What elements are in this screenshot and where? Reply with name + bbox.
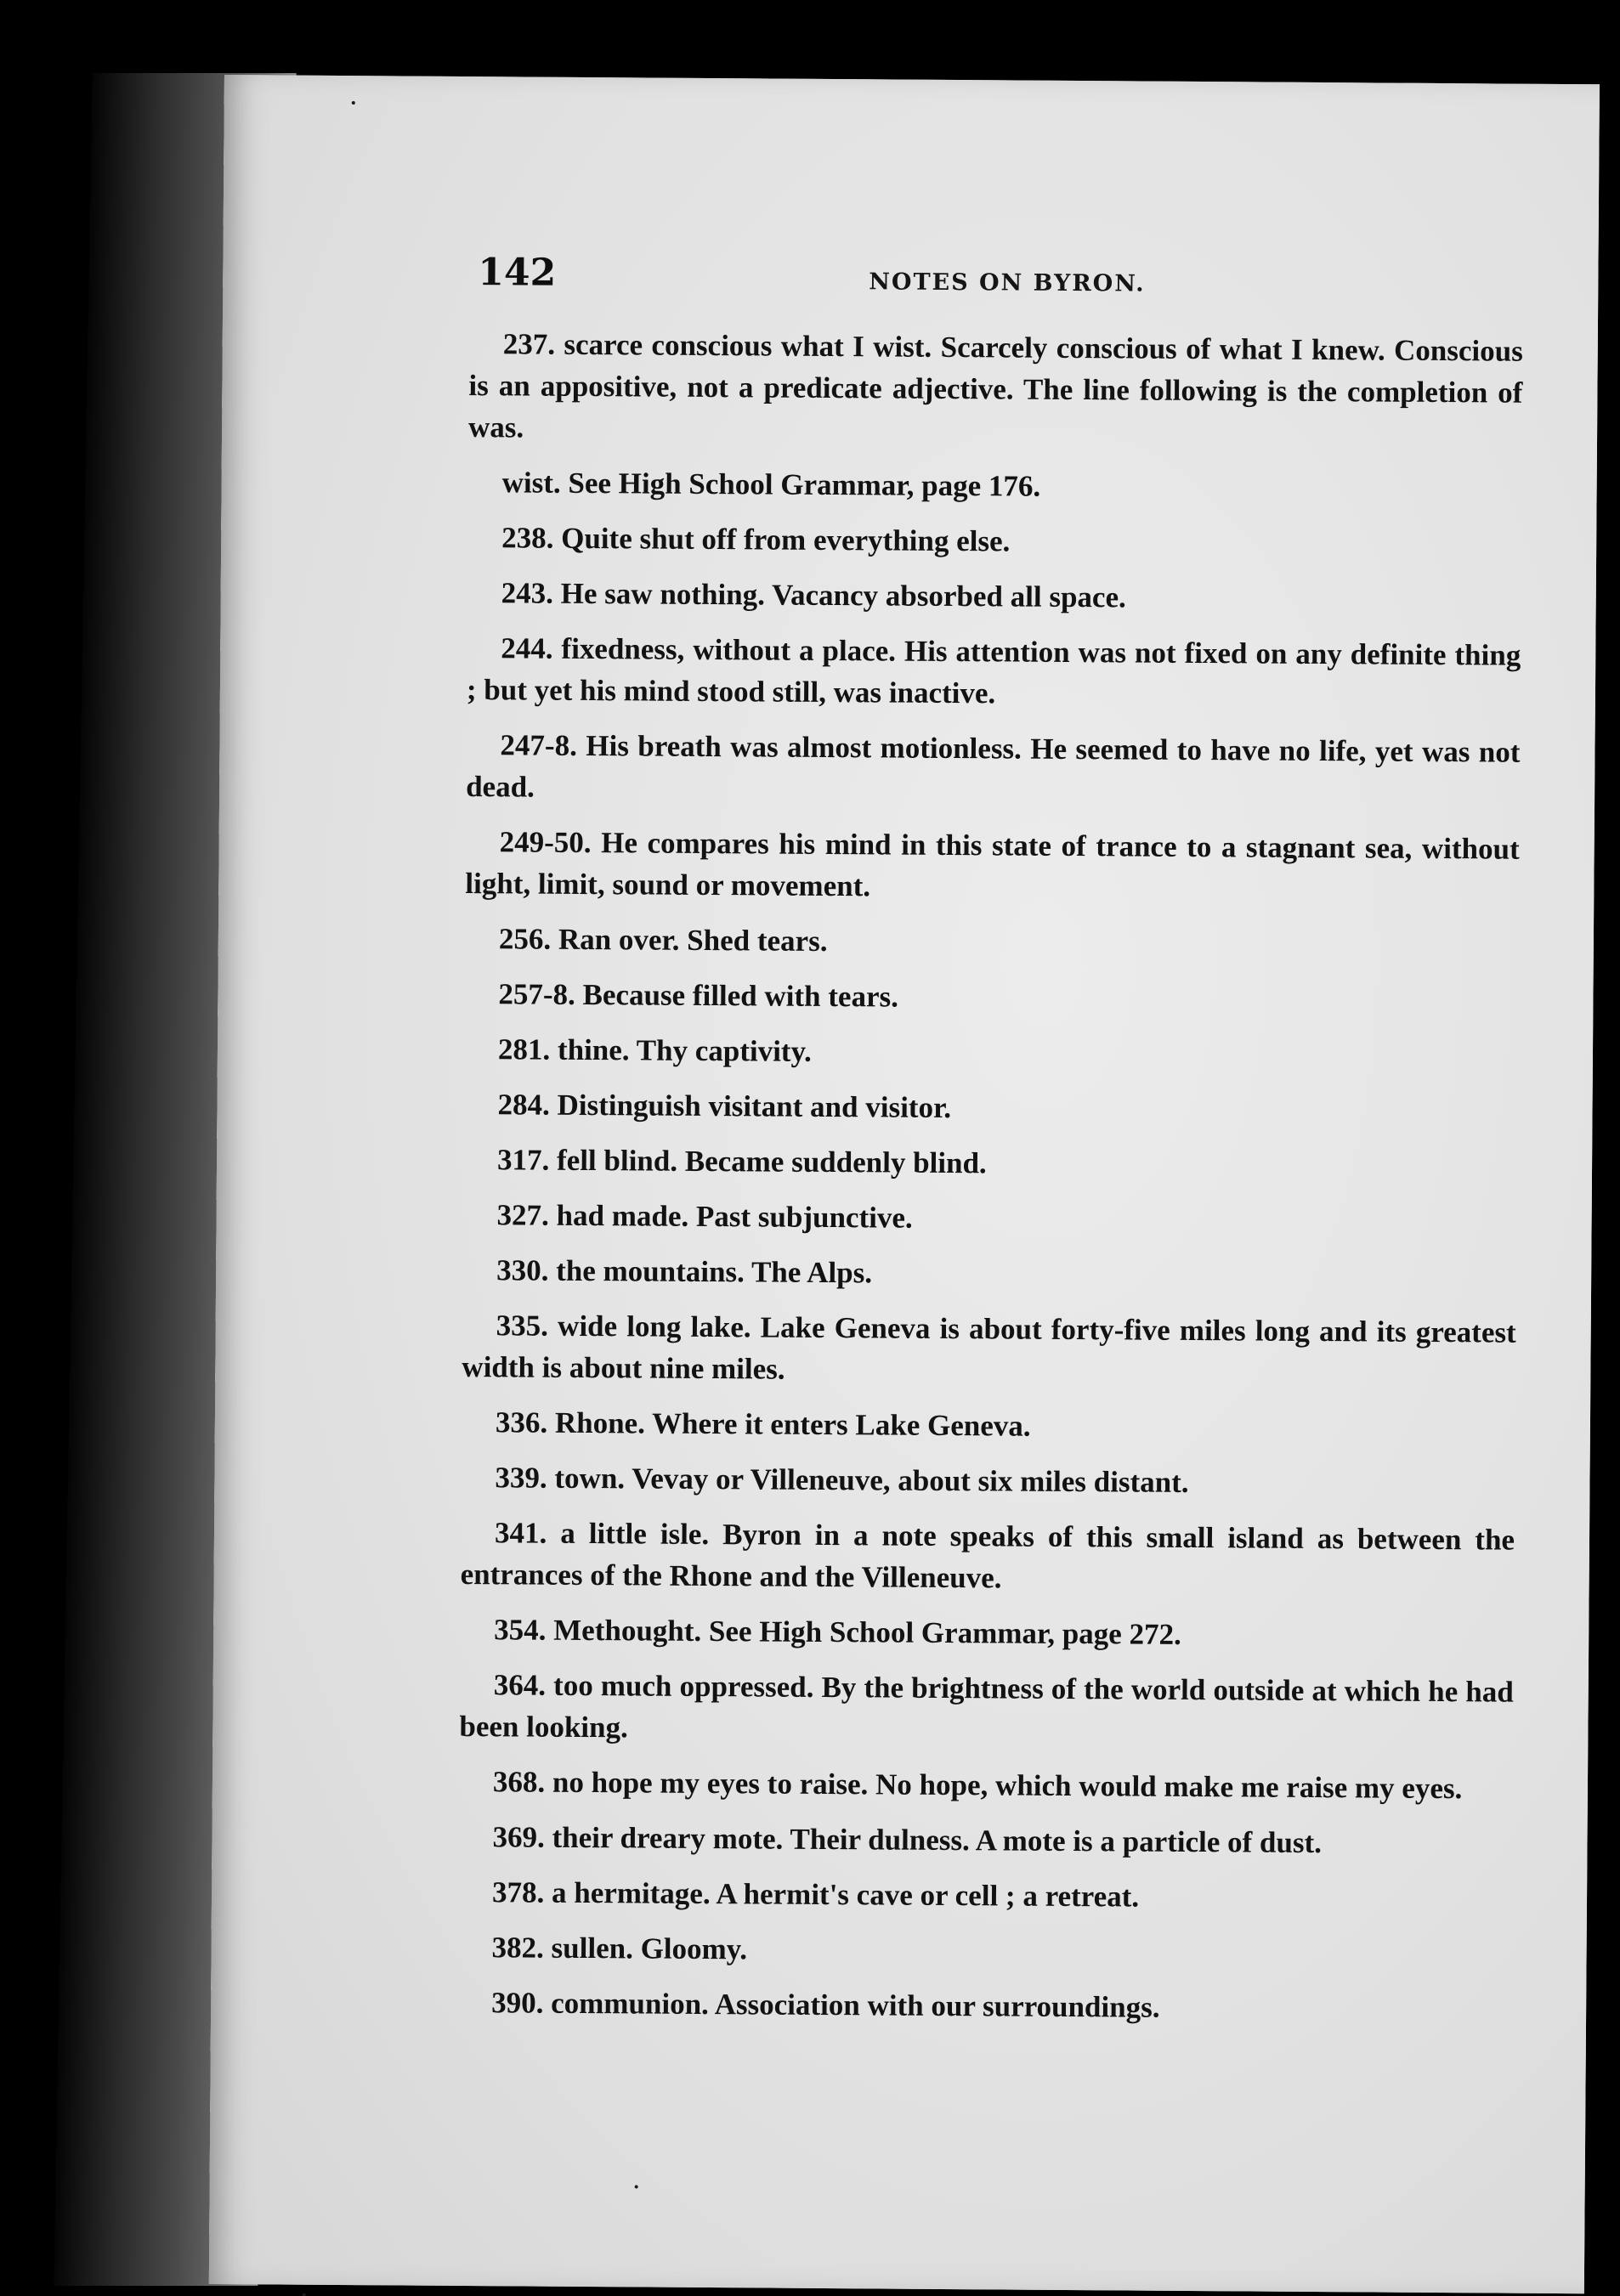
scan-speck — [635, 2185, 638, 2188]
glossed-term: town. — [554, 1461, 626, 1496]
note-entry — [467, 572, 1521, 621]
note-entry — [460, 1609, 1514, 1658]
note-entry — [464, 1028, 1518, 1077]
note-text: Past subjunctive. — [695, 1199, 913, 1235]
note-text: Gloomy. — [640, 1931, 748, 1966]
note-entry — [463, 1083, 1517, 1133]
line-number: 243. — [501, 576, 554, 610]
glossed-term: Ran over. — [558, 922, 680, 957]
line-number: wist. — [501, 466, 561, 500]
glossed-term: had made. — [556, 1198, 689, 1233]
line-number: 335. — [496, 1309, 549, 1343]
glossed-term: wide long lake. — [558, 1309, 751, 1344]
line-number: 382. — [491, 1931, 545, 1965]
note-entry — [466, 724, 1521, 815]
glossed-term: Methought. — [553, 1613, 702, 1648]
glossed-term: too much oppressed. — [552, 1668, 814, 1704]
scan-speck — [352, 101, 355, 105]
line-number: 336. — [495, 1405, 548, 1439]
note-text: No hope, which would make me raise my eyes. — [875, 1767, 1463, 1806]
line-number: 284. — [497, 1088, 550, 1122]
page-sheet — [209, 75, 1600, 2293]
note-text: His breath was almost motionless. He seemed to have no life, yet was not dead. — [466, 728, 1521, 804]
line-number: 249-50. — [499, 825, 592, 860]
note-text: Where it enters Lake Geneva. — [651, 1406, 1031, 1443]
note-text: Lake Geneva is about forty-five miles long and its greatest width is about nine miles. — [462, 1310, 1516, 1386]
note-entry — [467, 627, 1521, 718]
note-text: Byron in a note speaks of this small island as between the entrances of the Rhone and the Villeneuve. — [460, 1518, 1515, 1595]
note-entry — [465, 821, 1520, 912]
note-text: Became suddenly blind. — [684, 1144, 987, 1180]
glossed-term: fell blind. — [556, 1143, 678, 1178]
note-entry — [462, 1194, 1516, 1243]
line-number: 257-8. — [498, 977, 575, 1011]
glossed-term: a little isle. — [560, 1516, 710, 1552]
note-text: By the brightness of the world outside at which he had been looking. — [459, 1670, 1514, 1745]
line-number: 369. — [492, 1820, 545, 1854]
note-text: See High School Grammar, page 272. — [708, 1615, 1181, 1651]
note-entry — [462, 1304, 1516, 1395]
line-number: 390. — [491, 1986, 544, 2020]
glossed-term: no hope my eyes to raise. — [552, 1765, 869, 1801]
note-entry — [465, 918, 1519, 967]
note-text: Distinguish visitant and visitor. — [557, 1088, 952, 1124]
note-entry — [461, 1512, 1515, 1603]
note-text: Their dulness. A mote is a particle of dust. — [790, 1822, 1323, 1860]
line-number: 327. — [496, 1198, 550, 1232]
note-entry — [467, 517, 1521, 566]
glossed-term: the mountains. — [556, 1253, 745, 1289]
note-text: Shed tears. — [687, 923, 828, 958]
note-entry — [463, 1139, 1517, 1188]
note-text: He compares his mind in this state of trance to a stagnant sea, without light, limit, sound or movement. — [465, 826, 1520, 903]
note-text: A hermit's cave or cell ; a retreat. — [716, 1877, 1140, 1914]
line-number: 364. — [493, 1668, 547, 1702]
line-number: 330. — [496, 1253, 549, 1287]
note-entry — [458, 1871, 1512, 1920]
notes-list — [457, 323, 1523, 2044]
note-entry — [457, 1926, 1511, 1976]
note-entry — [458, 1816, 1512, 1865]
line-number: 354. — [494, 1613, 547, 1647]
note-text: Because filled with tears. — [582, 977, 899, 1014]
line-number: 317. — [496, 1143, 550, 1177]
page-header — [478, 251, 1470, 308]
line-number: 238. — [501, 521, 554, 555]
note-text: He saw nothing. Vacancy absorbed all space. — [560, 576, 1126, 614]
line-number: 281. — [497, 1032, 551, 1066]
line-number: 244. — [501, 631, 553, 665]
note-entry — [468, 323, 1523, 455]
note-entry — [461, 1456, 1515, 1506]
note-text: The Alps. — [751, 1255, 873, 1290]
note-entry — [457, 1982, 1511, 2031]
glossed-term: thine. — [557, 1032, 630, 1067]
note-entry — [467, 461, 1521, 511]
note-text: See High School Grammar, page 176. — [568, 466, 1041, 503]
note-text: Thy captivity. — [636, 1033, 813, 1068]
note-text: Quite shut off from everything else. — [561, 521, 1011, 558]
note-text: His attention was not fixed on any definite thing ; but yet his mind stood still, was inactive. — [466, 634, 1521, 710]
line-number: 341. — [494, 1516, 547, 1550]
note-text: Vevay or Villeneuve, about six miles distant. — [632, 1462, 1189, 1499]
running-head: NOTES ON BYRON. — [869, 269, 1146, 297]
line-number: 247-8. — [500, 728, 578, 762]
note-entry — [462, 1249, 1516, 1298]
glossed-term: their dreary mote. — [552, 1820, 784, 1856]
note-entry — [462, 1401, 1515, 1451]
glossed-term: communion. — [551, 1986, 710, 2022]
glossed-term: Rhone. — [554, 1405, 646, 1440]
note-text: Scarcely conscious of what I knew. Conscious is an appositive, not a predicate adjective. The line following is the completion of was. — [467, 330, 1523, 444]
line-number: 256. — [498, 922, 552, 956]
note-entry — [464, 973, 1518, 1022]
glossed-term: a hermitage. — [551, 1875, 711, 1911]
line-number: 368. — [492, 1765, 546, 1799]
note-entry — [459, 1761, 1513, 1810]
note-text: Association with our surroundings. — [714, 1988, 1160, 2024]
note-entry — [459, 1664, 1514, 1755]
page-number: 142 — [478, 251, 557, 295]
glossed-term: scarce conscious what I wist. — [564, 327, 932, 364]
line-number: 237. — [502, 327, 556, 361]
glossed-term: fixedness, without a place. — [561, 631, 897, 668]
line-number: 378. — [491, 1875, 545, 1909]
line-number: 339. — [495, 1461, 547, 1495]
glossed-term: sullen. — [551, 1931, 634, 1965]
